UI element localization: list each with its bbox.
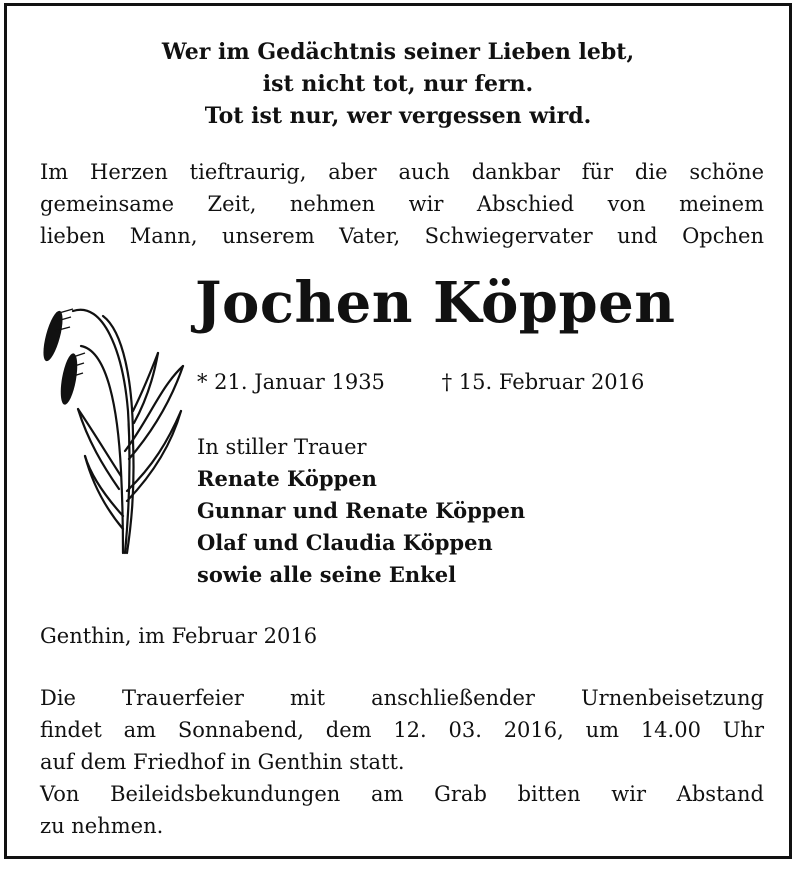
intro-line: gemeinsame Zeit, nehmen wir Abschied von meinem — [40, 192, 764, 216]
motto-line: Wer im Gedächtnis seiner Lieben lebt, — [161, 39, 635, 65]
funeral-notice — [40, 682, 764, 842]
motto-line: Tot ist nur, wer vergessen wird. — [204, 103, 592, 129]
mourner-name: Renate Köppen — [197, 466, 377, 491]
wheat-ears-icon — [33, 291, 193, 556]
notice-line: zu nehmen. — [40, 814, 164, 838]
death-date: † 15. Februar 2016 — [441, 370, 645, 394]
mourner-name: Gunnar und Renate Köppen — [197, 498, 526, 523]
birth-date: * 21. Januar 1935 — [197, 370, 385, 394]
obituary-card — [4, 3, 792, 859]
motto-line: ist nicht tot, nur fern. — [262, 71, 534, 97]
life-dates — [197, 366, 644, 398]
notice-line: Die Trauerfeier mit anschließender Urnenbeisetzung — [40, 686, 764, 710]
motto — [7, 36, 789, 132]
intro-text — [40, 156, 764, 252]
mourner-name: sowie alle seine Enkel — [197, 562, 457, 587]
deceased-name: Jochen Köppen — [195, 270, 676, 336]
mourner-name: Olaf und Claudia Köppen — [197, 530, 493, 555]
mourners-heading: In stiller Trauer — [197, 435, 367, 459]
place-date: Genthin, im Februar 2016 — [40, 624, 318, 648]
intro-line: Im Herzen tieftraurig, aber auch dankbar für die schöne — [40, 160, 764, 184]
notice-line: findet am Sonnabend, dem 12. 03. 2016, um 14.00 Uhr — [40, 718, 764, 742]
notice-line: auf dem Friedhof in Genthin statt. — [40, 750, 405, 774]
intro-line: lieben Mann, unserem Vater, Schwiegervater und Opchen — [40, 224, 764, 248]
notice-line: Von Beileidsbekundungen am Grab bitten wir Abstand — [40, 782, 764, 806]
mourners-block — [197, 431, 525, 591]
